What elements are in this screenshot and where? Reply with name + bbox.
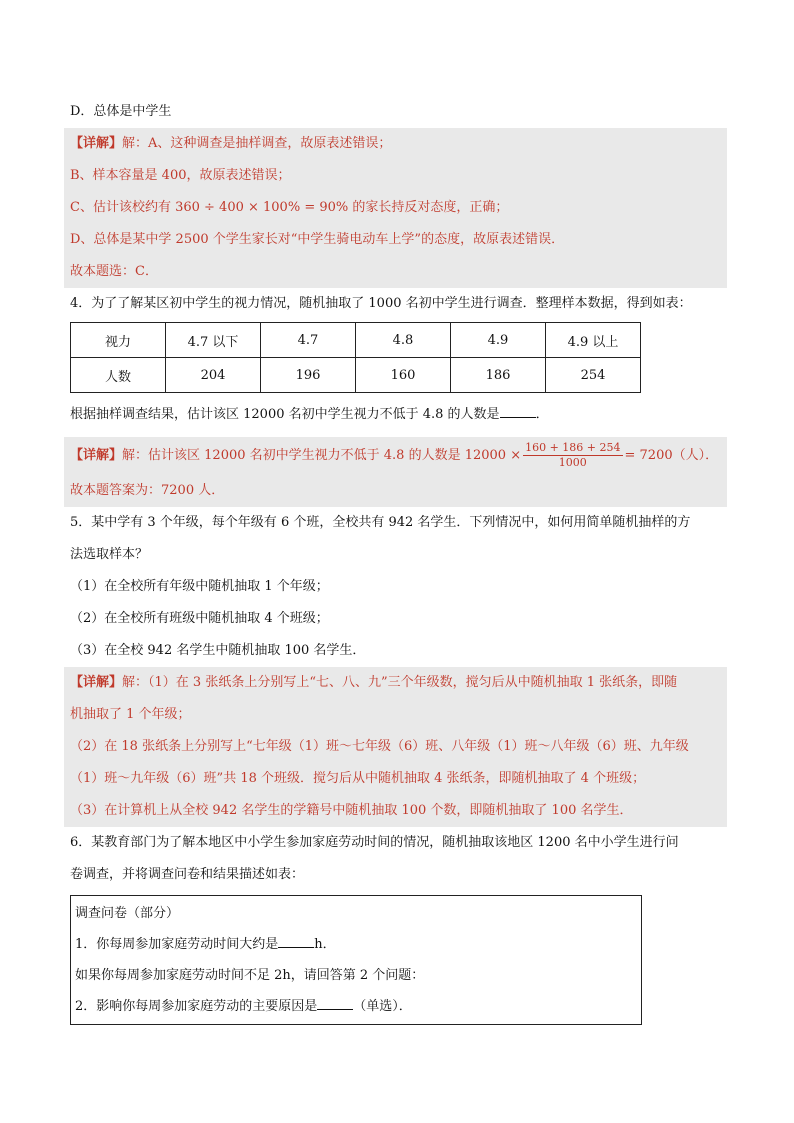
q5-item-1: （1）在全校所有年级中随机抽取 1 个年级； <box>70 579 329 594</box>
survey-box <box>70 895 642 1025</box>
q4-sol-result: = 7200（人）． <box>624 448 719 463</box>
q3-answer: 故本题选：C． <box>64 256 727 288</box>
solution-tag: 【详解】 <box>70 675 123 690</box>
q4-answer: 故本题答案为：7200 人． <box>64 475 727 507</box>
table-row-label: 人数 <box>71 358 166 393</box>
table-cell: 160 <box>356 358 451 393</box>
q3-solution <box>70 128 725 288</box>
worksheet-page <box>70 96 725 1025</box>
table-cell: 4.7 以下 <box>166 323 261 358</box>
q4-solution <box>70 437 725 507</box>
q5-stem-1: 5．某中学有 3 个年级，每个年级有 6 个班，全校共有 942 名学生．下列情况中，如何用简单随机抽样的方 <box>70 515 691 530</box>
q3-sol-line-3: C、估计该校约有 360 ÷ 400 × 100% = 90% 的家长持反对态度，正确； <box>64 192 727 224</box>
fraction <box>523 441 622 470</box>
table-cell: 196 <box>261 358 356 393</box>
q6-stem-1: 6．某教育部门为了解本地区中小学生参加家庭劳动时间的情况，随机抽取该地区 1200 名中小学生进行问 <box>70 835 679 850</box>
q3-sol-line-1: 解：A、这种调查是抽样调查，故原表述错误； <box>122 136 392 151</box>
q5-sol-line-1b: 机抽取了 1 个年级； <box>64 699 727 731</box>
table-cell: 254 <box>546 358 641 393</box>
q3-sol-line-2: B、样本容量是 400，故原表述错误； <box>64 160 727 192</box>
q5-item-3: （3）在全校 942 名学生中随机抽取 100 名学生． <box>70 643 366 658</box>
q3-option-d: D．总体是中学生 <box>70 104 172 119</box>
fraction-numerator: 160 + 186 + 254 <box>525 441 621 454</box>
table-row <box>71 358 641 393</box>
table-cell: 4.9 <box>451 323 546 358</box>
q5-solution <box>70 667 725 827</box>
q5-sol-line-1a: 解：（1）在 3 张纸条上分别写上“七、八、九”三个年级数，搅匀后从中随机抽取 1 张纸条，即随 <box>122 675 678 690</box>
q6-stem-2: 卷调查，并将调查问卷和结果描述如表： <box>70 867 305 882</box>
table-cell: 4.7 <box>261 323 356 358</box>
table-cell: 204 <box>166 358 261 393</box>
q5-sol-line-2a: （2）在 18 张纸条上分别写上“七年级（1）班～七年级（6）班、八年级（1）班～八年级（6）班、九年级 <box>64 731 727 763</box>
survey-question-1: 1．你每周参加家庭劳动时间大约是 h． <box>75 929 641 960</box>
q3-sol-line-4: D、总体是某中学 2500 个学生家长对“中学生骑电动车上学”的态度，故原表述错误． <box>64 224 727 256</box>
solution-tag: 【详解】 <box>70 136 123 151</box>
table-cell: 4.8 <box>356 323 451 358</box>
q5-sol-line-3: （3）在计算机上从全校 942 名学生的学籍号中随机抽取 100 个数，即随机抽取了 100 名学生． <box>64 795 727 827</box>
table-row-label: 视力 <box>71 323 166 358</box>
q5-item-2: （2）在全校所有班级中随机抽取 4 个班级； <box>70 611 329 626</box>
vision-table <box>70 322 641 393</box>
q4-stem: 4．为了了解某区初中学生的视力情况，随机抽取了 1000 名初中学生进行调查．整理样本数据，得到如表： <box>70 296 692 311</box>
answer-blank <box>317 995 353 1010</box>
q4-sol-text: 解：估计该区 12000 名初中学生视力不低于 4.8 的人数是 12000 × <box>122 448 522 463</box>
fraction-denominator: 1000 <box>558 456 587 469</box>
solution-tag: 【详解】 <box>70 448 123 463</box>
table-row <box>71 323 641 358</box>
table-cell: 4.9 以上 <box>546 323 641 358</box>
survey-title: 调查问卷（部分） <box>75 906 180 921</box>
answer-blank <box>278 933 314 948</box>
q5-stem-2: 法选取样本？ <box>70 547 149 562</box>
q5-sol-line-2b: （1）班～九年级（6）班”共 18 个班级．搅匀后从中随机抽取 4 张纸条，即随机抽取了 4 个班级； <box>64 763 727 795</box>
table-cell: 186 <box>451 358 546 393</box>
answer-blank <box>500 403 536 418</box>
survey-note: 如果你每周参加家庭劳动时间不足 2h，请回答第 2 个问题： <box>75 968 425 983</box>
survey-question-2: 2．影响你每周参加家庭劳动的主要原因是 （单选）． <box>75 991 641 1022</box>
q4-question: 根据抽样调查结果，估计该区 12000 名初中学生视力不低于 4.8 的人数是 ． <box>70 399 725 431</box>
